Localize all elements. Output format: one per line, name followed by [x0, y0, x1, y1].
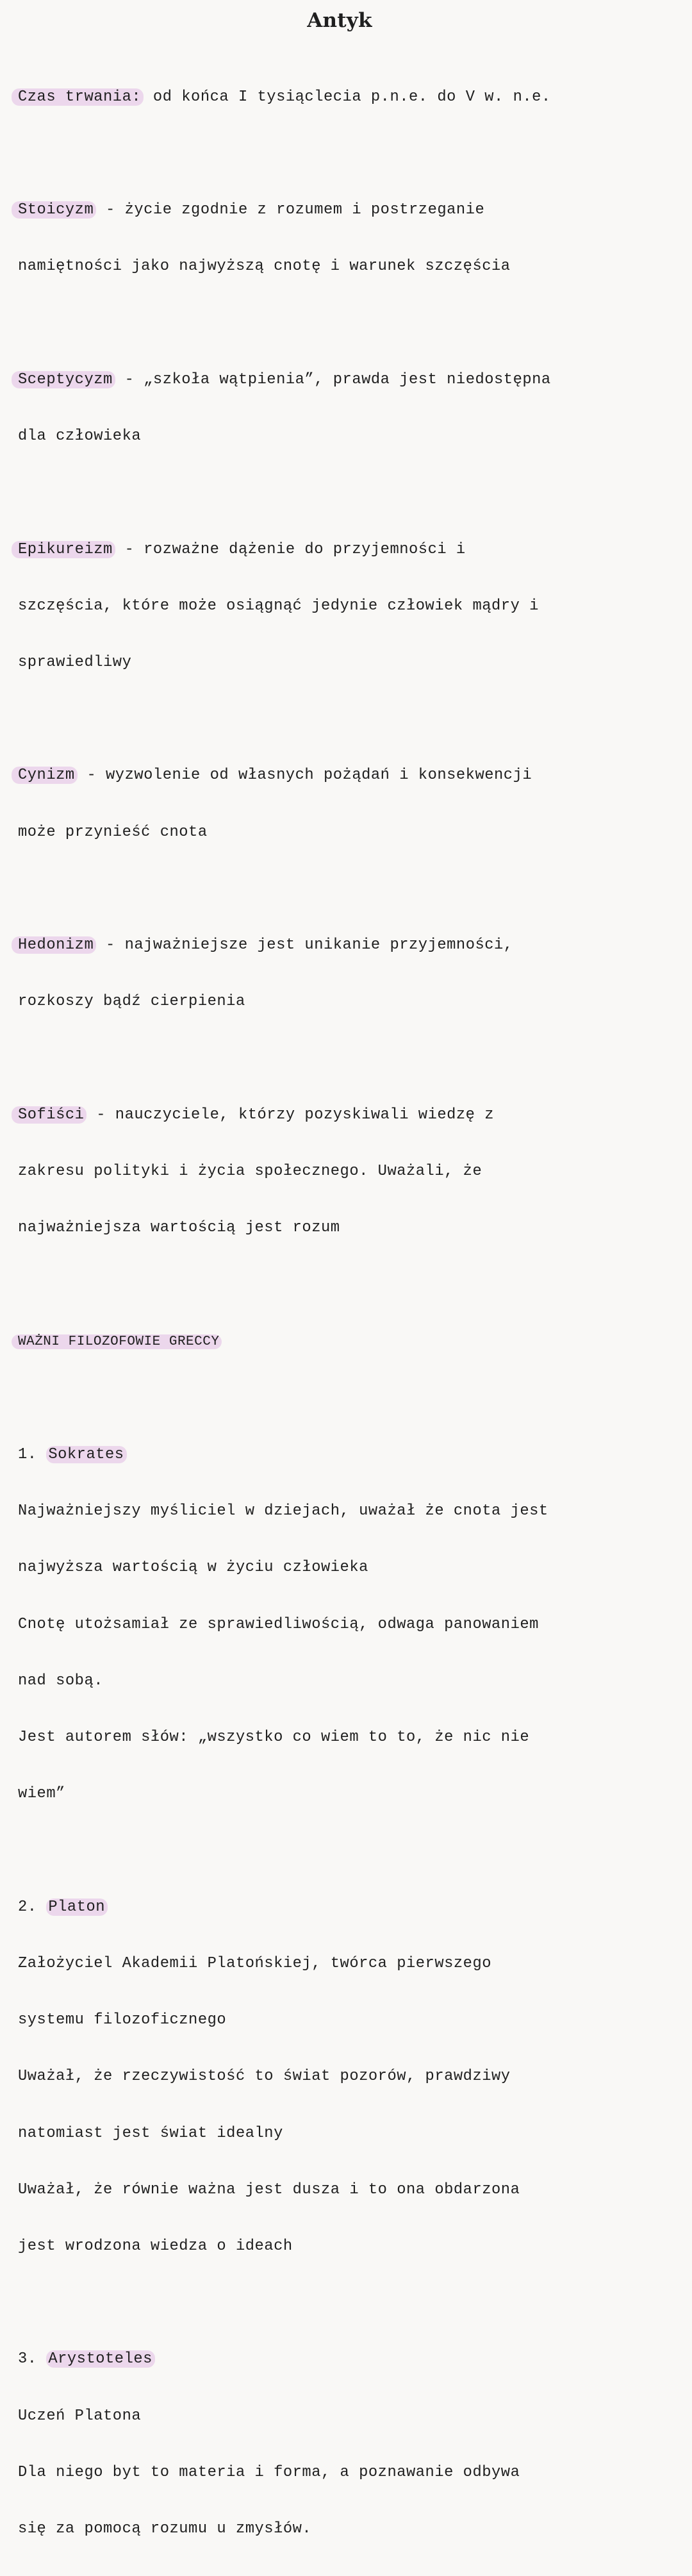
school-term: Sceptycyzm [12, 371, 115, 388]
school-text: - „szkoła wątpienia”, prawda jest niedostępna [115, 370, 551, 388]
school-epicureanism [18, 503, 684, 710]
philosopher-text: jest wrodzona wiedza o ideach [18, 2237, 293, 2255]
school-text: dla człowieka [18, 428, 142, 445]
school-stoicism [18, 163, 684, 313]
philosopher-name: Platon [46, 1899, 108, 1916]
philosopher-number: 1. [18, 1445, 47, 1463]
philosopher-text: nad sobą. [18, 1672, 104, 1690]
philosopher-text: Uczeń Platona [18, 2407, 142, 2425]
school-term: Epikureizm [12, 541, 115, 558]
school-text: - nauczyciele, którzy pozyskiwali wiedzę z [86, 1106, 495, 1124]
duration-text: od końca I tysiąclecia p.n.e. do V w. n.e. [144, 88, 551, 106]
school-hedonism [18, 898, 684, 1049]
philosophers-heading-line [18, 1294, 684, 1389]
philosopher-text: Cnotę utożsamiał ze sprawiedliwością, odwaga panowaniem [18, 1615, 539, 1633]
duration-label: Czas trwania: [12, 88, 144, 106]
school-cynicism [18, 729, 684, 879]
philosopher-text: Uważał, że rzeczywistość to świat pozorów, prawdziwy [18, 2068, 511, 2086]
philosopher-text: Założyciel Akademii Platońskiej, twórca pierwszego [18, 1954, 492, 1972]
duration-line [18, 50, 684, 144]
philosopher-text: się za pomocą rozumu u zmysłów. [18, 2520, 312, 2538]
philosopher-number: 2. [18, 1898, 47, 1916]
philosopher-name: Sokrates [46, 1446, 126, 1463]
school-term: Sofiści [12, 1106, 86, 1124]
school-scepticism [18, 333, 684, 483]
philosopher-number: 3. [18, 2350, 47, 2368]
school-text: namiętności jako najwyższą cnotę i warunek szczęścia [18, 258, 511, 276]
philosopher-text: najwyższa wartością w życiu człowieka [18, 1559, 368, 1577]
philosopher-text: natomiast jest świat idealny [18, 2124, 283, 2142]
philosopher-text: wiem” [18, 1785, 65, 1803]
page-title: Antyk [307, 9, 372, 32]
school-text: zakresu polityki i życia społecznego. Uważali, że [18, 1162, 482, 1180]
philosopher-name: Arystoteles [46, 2350, 155, 2368]
school-term: Hedonizm [12, 936, 96, 954]
school-text: - wyzwolenie od własnych pożądań i konsekwencji [77, 767, 532, 785]
philosopher-aristotle [18, 2313, 684, 2576]
philosopher-plato [18, 1860, 684, 2293]
school-text: sprawiedliwy [18, 653, 132, 671]
school-sophists [18, 1068, 684, 1275]
philosopher-text: Najważniejszy myśliciel w dziejach, uważał że cnota jest [18, 1502, 548, 1520]
school-text: - rozważne dążenie do przyjemności i [115, 540, 466, 558]
document-body [18, 50, 684, 2576]
school-term: Cynizm [12, 767, 78, 784]
philosopher-text: Uważał, że równie ważna jest dusza i to ona obdarzona [18, 2181, 520, 2198]
school-text: szczęścia, które może osiągnąć jedynie człowiek mądry i [18, 597, 539, 615]
philosopher-text: Jest autorem słów: „wszystko co wiem to to, że nic nie [18, 1729, 530, 1747]
philosopher-socrates [18, 1408, 684, 1841]
school-text: najważniejsza wartością jest rozum [18, 1219, 340, 1237]
school-text: może przynieść cnota [18, 823, 208, 841]
school-text: - najważniejsze jest unikanie przyjemności, [96, 936, 513, 954]
philosophers-heading: WAŻNI FILOZOFOWIE GRECCY [12, 1334, 222, 1349]
school-term: Stoicyzm [12, 201, 96, 219]
philosopher-text: systemu filozoficznego [18, 2011, 227, 2029]
school-text: - życie zgodnie z rozumem i postrzeganie [96, 201, 485, 219]
philosopher-text: Dla niego byt to materia i forma, a poznawanie odbywa [18, 2463, 520, 2481]
school-text: rozkoszy bądź cierpienia [18, 993, 245, 1011]
